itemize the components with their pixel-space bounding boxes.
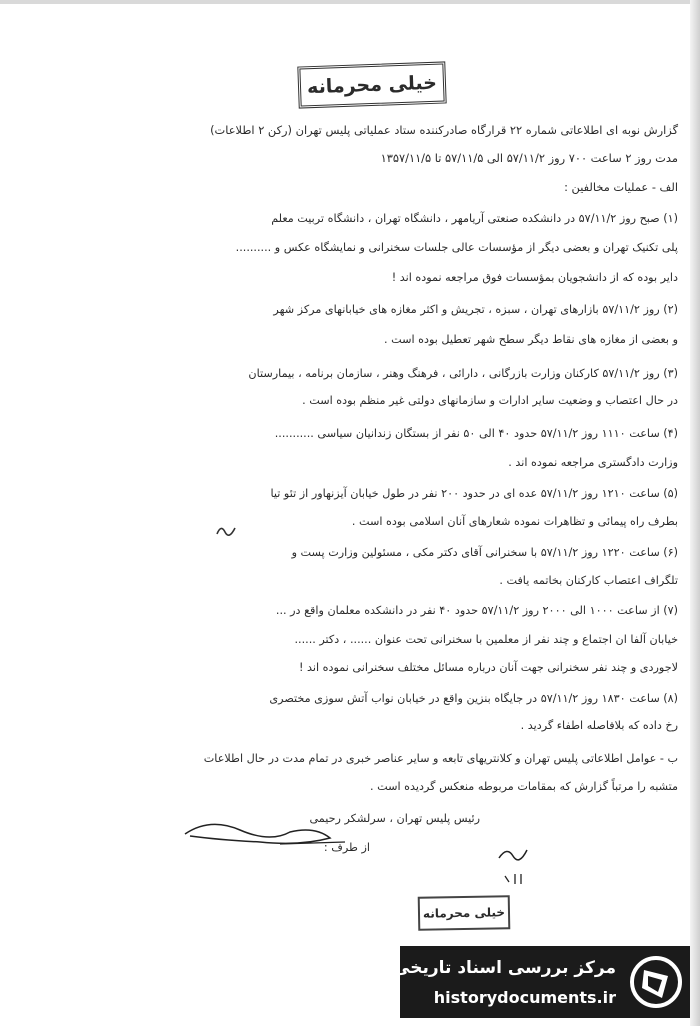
item-8-line-1: (۸) ساعت ۱۸۳۰ روز ۵۷/۱۱/۲ در جایگاه بنزین واقع در خیابان نواب آتش سوزی مختصری [269, 692, 678, 705]
classification-stamp-bottom [418, 895, 511, 931]
item-4-line-1: (۴) ساعت ۱۱۱۰ روز ۵۷/۱۱/۲ حدود ۴۰ الی ۵۰ نفر از بستگان زندانیان سیاسی ........... [274, 427, 678, 440]
initials-mark [495, 842, 535, 886]
item-1-line-2: پلی تکنیک تهران و بعضی دیگر از مؤسسات عالی جلسات سخنرانی و نمایشگاه عکس و .......... [235, 241, 678, 254]
item-6-line-1: (۶) ساعت ۱۲۲۰ روز ۵۷/۱۱/۲ با سخنرانی آقای دکتر مکی ، مسئولین وزارت پست و [291, 546, 678, 559]
item-7-line-1: (۷) از ساعت ۱۰۰۰ الی ۲۰۰۰ روز ۵۷/۱۱/۲ حدود ۴۰ نفر در دانشکده معلمان واقع در ... [275, 604, 678, 617]
item-4-line-2: وزارت دادگستری مراجعه نموده اند . [508, 456, 678, 469]
archive-logo-icon [628, 954, 684, 1010]
classification-stamp [297, 61, 446, 108]
signatory-from: از طرف : [323, 841, 370, 854]
item-2-line-1: (۲) روز ۵۷/۱۱/۲ بازارهای تهران ، سبزه ، تجریش و اکثر مغازه های خیابانهای مرکز شهر [273, 303, 678, 316]
report-period-line: مدت روز ۲ ساعت ۷۰۰ روز ۵۷/۱۱/۲ الی ۵۷/۱۱/۵ تا ۱۳۵۷/۱۱/۵ [380, 151, 678, 165]
item-1-line-1: (۱) صبح روز ۵۷/۱۱/۲ در دانشکده صنعتی آریامهر ، دانشگاه تهران ، دانشگاه تربیت معلم [271, 212, 678, 225]
classification-stamp-text: خیلی محرمانه [306, 71, 438, 99]
item-8-line-2: رخ داده که بلافاصله اطفاء گردید . [520, 719, 678, 732]
item-5-line-2: بطرف راه پیمائی و تظاهرات نموده شعارهای آنان اسلامی بوده است . [351, 515, 678, 528]
handwritten-signature [180, 812, 350, 852]
section-a-heading: الف - عملیات مخالفین : [564, 180, 678, 194]
item-7-line-3: لاجوردی و چند نفر سخنرانی جهت آنان درباره مسائل مختلف سخنرانی نموده اند ! [298, 661, 678, 674]
pen-tick-mark [215, 522, 237, 542]
scan-edge-right [690, 0, 700, 1026]
archive-name: مرکز بررسی اسناد تاریخی [393, 958, 616, 978]
item-5-line-1: (۵) ساعت ۱۲۱۰ روز ۵۷/۱۱/۲ عده ای در حدود ۲۰۰ نفر در طول خیابان آیزنهاور از تئو تیا [270, 487, 678, 500]
section-b-line-2: متشبه را مرتباً گزارش که بمقامات مربوطه منعکس گردیده است . [370, 780, 678, 793]
archive-watermark [393, 946, 690, 1018]
item-3-line-1: (۳) روز ۵۷/۱۱/۲ کارکنان وزارت بازرگانی ، دارائی ، فرهنگ وهنر ، سازمان برنامه ، بیمارستان [248, 367, 678, 380]
archive-url: historydocuments.ir [433, 988, 616, 1007]
report-header-line: گزارش نوبه ای اطلاعاتی شماره ۲۲ قرارگاه صادرکننده ستاد عملیاتی پلیس تهران (رکن ۲ اطلاعات) [210, 123, 678, 137]
item-7-line-2: خیابان آلفا ان اجتماع و چند نفر از معلمین با سخنرانی تحت عنوان ...... ، دکتر ...... [294, 633, 678, 646]
item-2-line-2: و بعضی از مغازه های نقاط دیگر سطح شهر تعطیل بوده است . [384, 333, 678, 346]
item-6-line-2: تلگراف اعتصاب کارکنان بخاتمه یافت . [499, 574, 678, 587]
item-3-line-2: در حال اعتصاب و وضعیت سایر ادارات و سازمانهای دولتی غیر منظم بوده است . [302, 394, 678, 407]
classification-stamp-bottom-text: خیلی محرمانه [422, 905, 506, 921]
signatory-title: رئیس پلیس تهران ، سرلشکر رحیمی [309, 812, 480, 825]
item-1-line-3: دایر بوده که از دانشجویان بمؤسسات فوق مراجعه نموده اند ! [391, 271, 678, 284]
section-b-line-1: ب - عوامل اطلاعاتی پلیس تهران و کلانتریهای تابعه و سایر عناصر خبری در تمام مدت در حال اطلاعات [203, 752, 678, 765]
scan-edge-top [0, 0, 700, 4]
